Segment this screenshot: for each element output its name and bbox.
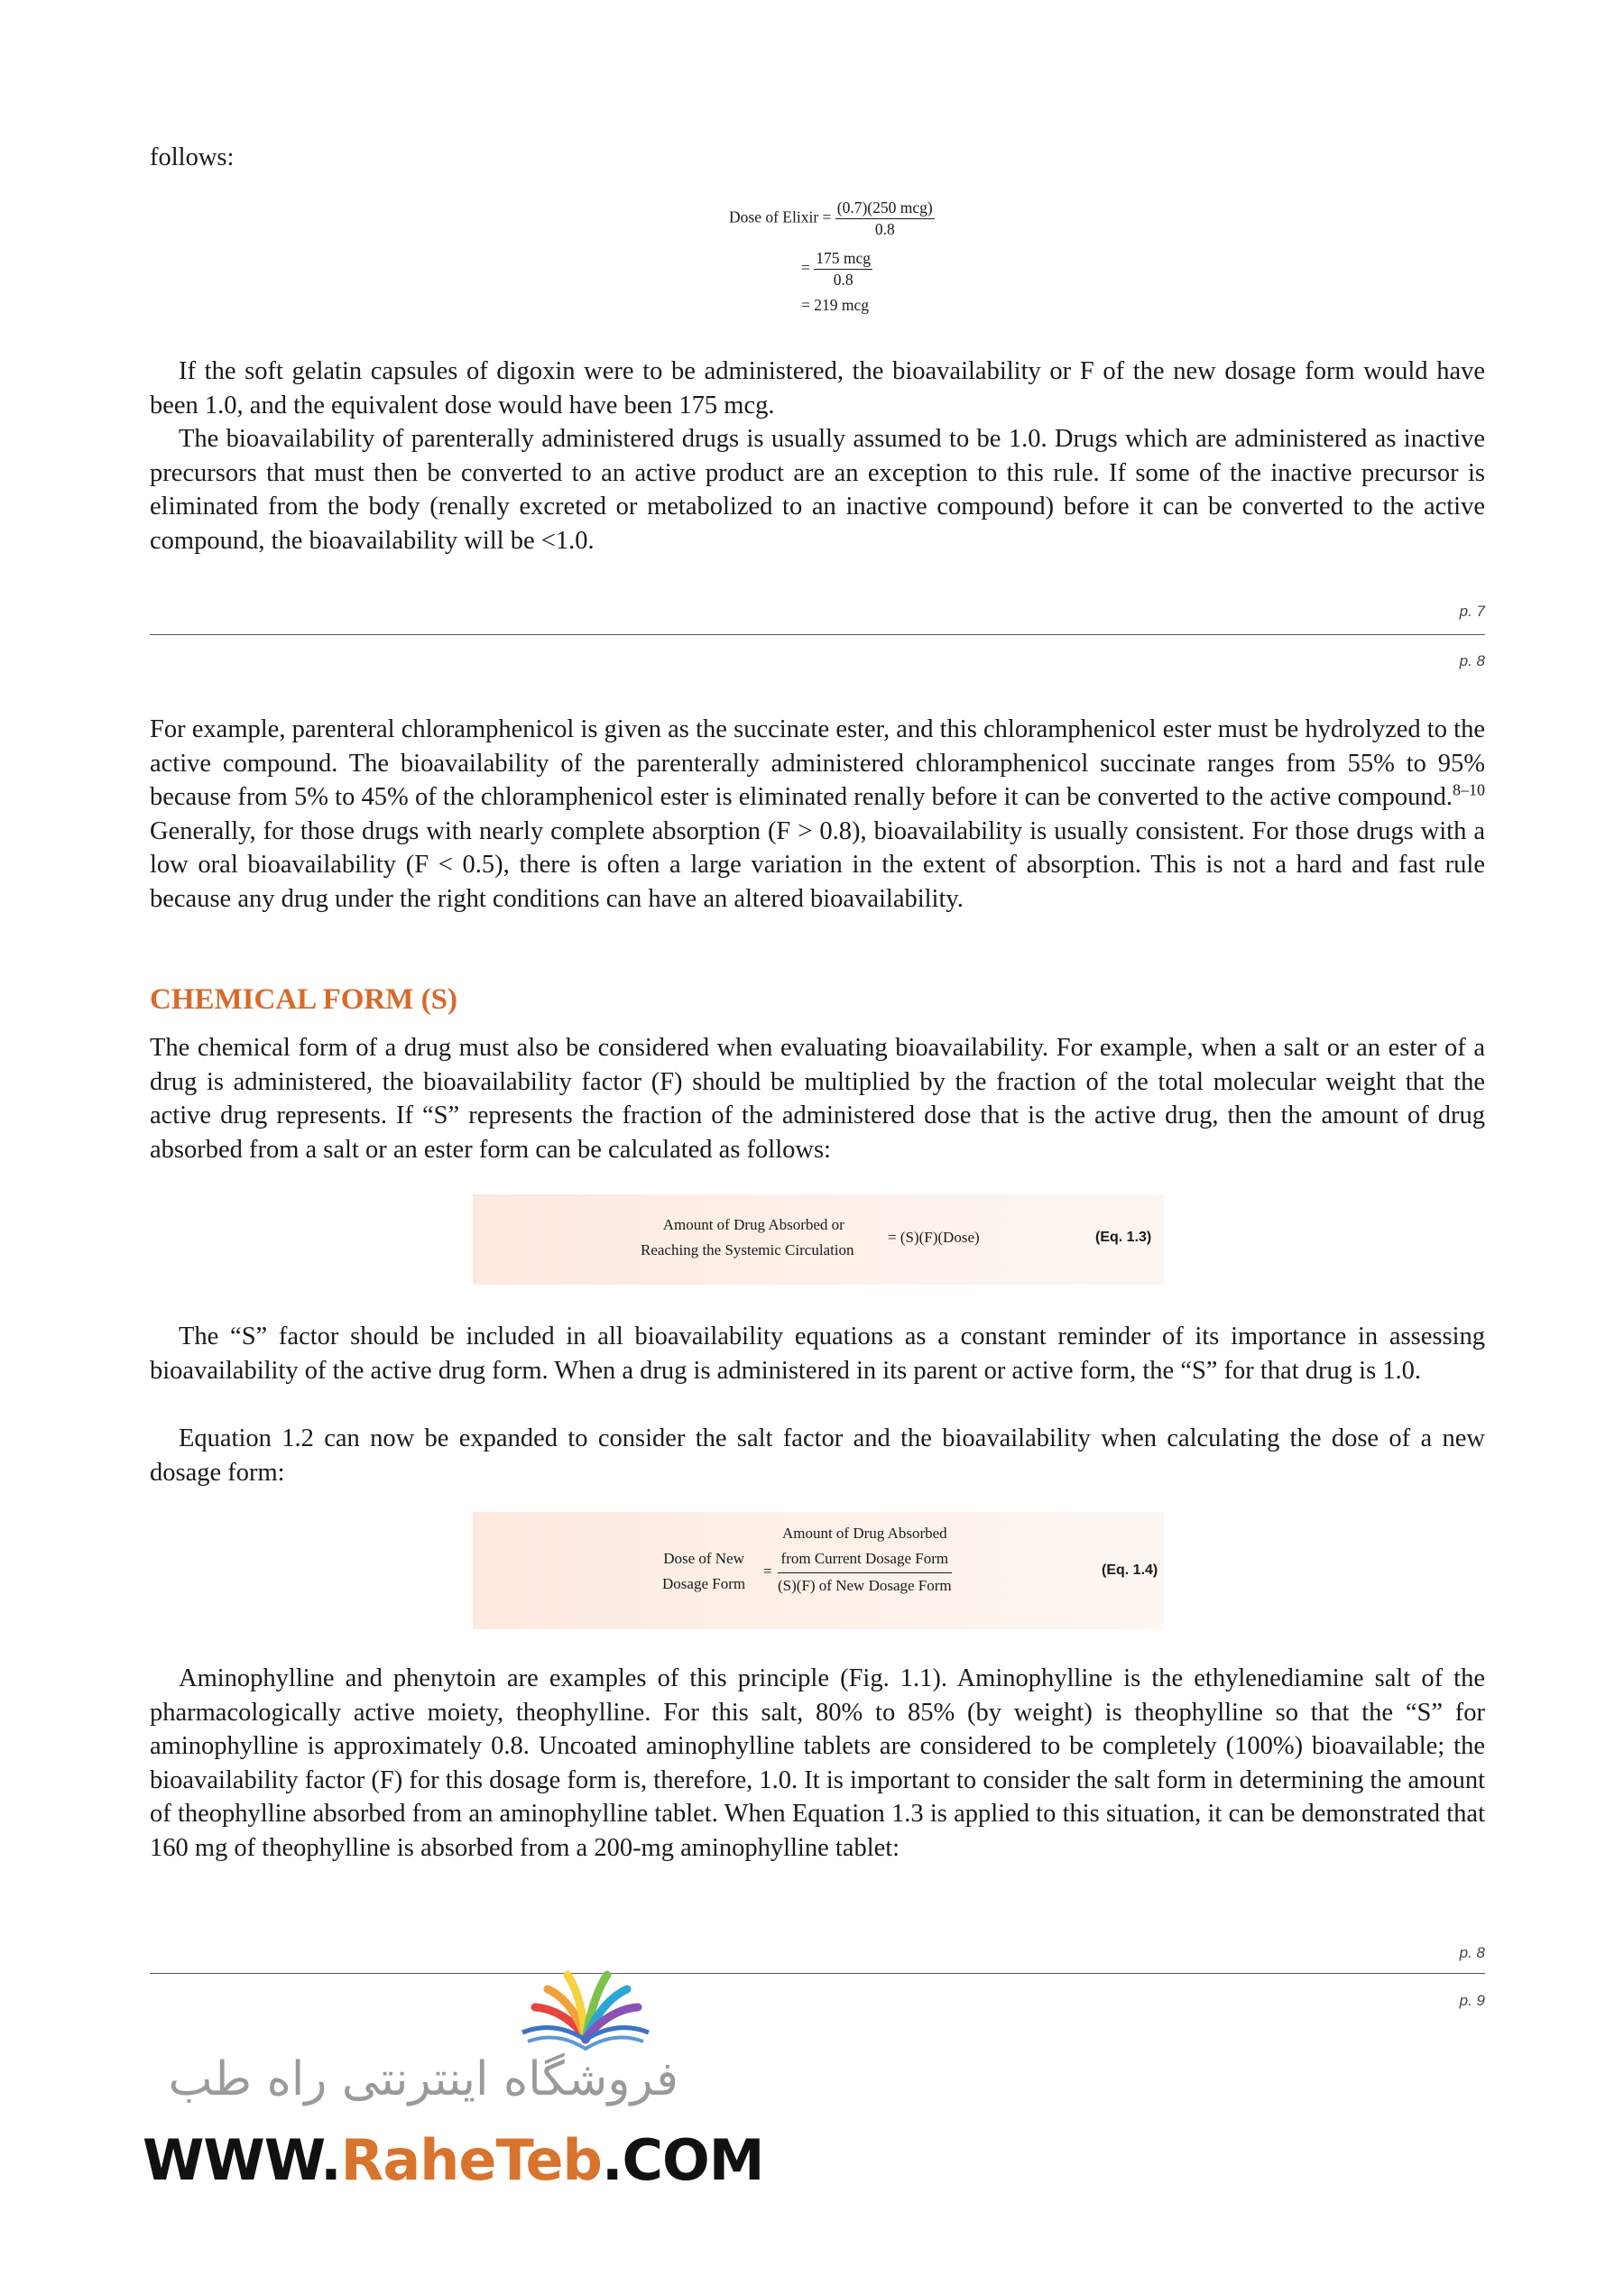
eq14-label: (Eq. 1.4) xyxy=(1102,1562,1158,1578)
paragraph-aminophylline: Aminophylline and phenytoin are examples of this principle (Fig. 1.1). Aminophylline is the ethylenediamine salt of the pharmacologically active moiety, theophylline. For this salt, 80% to 85% (by weight) is theophylline so that the “S” for aminophylline is approximately 0.8. Uncoated aminophylline tablets are considered to be completely (100%) bioavailable; the bioavailability factor (F) for this dosage form is, therefore, 1.0. It is important to consider the salt form in determining the amount of theophylline absorbed from an aminophylline tablet. When Equation 1.3 is applied to this situation, it can be demonstrated that 160 mg of theophylline is absorbed from a 200-mg aminophylline tablet: xyxy=(150,1664,1485,1862)
watermark-url: WWW.RaheTeb.COM xyxy=(143,2127,764,2193)
eq14-lhs-line1: Dose of New xyxy=(663,1550,744,1567)
eq14-denominator: (S)(F) of New Dosage Form xyxy=(778,1577,952,1594)
watermark-persian-text: فروشگاه اینترنتی راه طب xyxy=(168,2052,678,2106)
paragraph-equation-expansion: Equation 1.2 can now be expanded to consider the salt factor and the bioavailability when calculating the dose of a new dosage form: xyxy=(150,1424,1485,1487)
paragraph-parenteral-bioavailability: The bioavailability of parenterally administered drugs is usually assumed to be 1.0. Drugs which are administered as inactive precursors that must then be converted to an active product are an exception to this rule. If some of the inactive precursor is eliminated from the body (renally excreted or metabolized to an inactive compound) before it can be converted to the active compound, the bioavailability will be <1.0. xyxy=(150,425,1485,555)
page-marker-8: p. 8 xyxy=(1459,652,1485,669)
elixir-result: = 219 mcg xyxy=(801,296,869,314)
eq14-numerator-line1: Amount of Drug Absorbed xyxy=(781,1525,947,1542)
eq14-equals: = xyxy=(763,1562,772,1580)
elixir-fraction-1 xyxy=(835,198,935,239)
paragraph-chloramphenicol: For example, parenteral chloramphenicol is given as the succinate ester, and this chloramphenicol ester must be hydrolyzed to the active compound. The bioavailability of the parenterally administered chloramphenicol succinate ranges from 55% to 95% because from 5% to 45% of the chloramphenicol ester is eliminated renally before it can be converted to the active compound.$^{8-10}$ Generally, for those drugs with nearly complete absorption (F > 0.8), bioavailability is usually consistent. For those drugs with a low oral bioavailability (F < 0.5), there is often a large variation in the extent of absorption. This is not a hard and fast rule because any drug under the right conditions can have an altered bioavailability. xyxy=(150,715,1485,913)
equation-box-1-3 xyxy=(473,1194,1164,1285)
section-heading-chemical-form: CHEMICAL FORM (S) xyxy=(150,983,457,1016)
intro-line: follows: xyxy=(150,143,235,171)
page-marker-7: p. 7 xyxy=(1459,603,1485,620)
paragraph-s-factor: The “S” factor should be included in all bioavailability equations as a constant reminder of its importance in assessing bioavailability of the active drug form. When a drug is administered in its parent or active form, the “S” for that drug is 1.0. xyxy=(150,1323,1485,1385)
page-divider xyxy=(150,634,1485,635)
equation-box-1-4 xyxy=(473,1512,1164,1629)
page-marker-8-bottom: p. 8 xyxy=(1459,1944,1485,1961)
elixir-f2-denominator: 0.8 xyxy=(833,271,854,289)
page-marker-9: p. 9 xyxy=(1459,1992,1485,2009)
elixir-f1-numerator: (0.7)(250 mcg) xyxy=(835,198,935,219)
paragraph-soft-gelatin: If the soft gelatin capsules of digoxin were to be administered, the bioavailability or F of the new dosage form would have been 1.0, and the equivalent dose would have been 175 mcg. xyxy=(150,357,1485,419)
eq13-line1: Amount of Drug Absorbed or xyxy=(662,1216,844,1233)
eq14-lhs-line2: Dosage Form xyxy=(662,1575,746,1592)
eq14-numerator-line2: from Current Dosage Form xyxy=(778,1546,952,1573)
citation-superscript: 8–10 xyxy=(1453,780,1485,799)
elixir-fraction-2 xyxy=(814,249,872,290)
eq13-label: (Eq. 1.3) xyxy=(1095,1230,1152,1245)
eq13-line2: Reaching the Systemic Circulation xyxy=(641,1241,854,1258)
page-divider-bottom xyxy=(150,1973,1485,1974)
elixir-lhs: Dose of Elixir = xyxy=(729,207,832,226)
eq13-rhs: = (S)(F)(Dose) xyxy=(888,1229,980,1246)
book-logo-icon xyxy=(495,1962,676,2052)
elixir-f2-numerator: 175 mcg xyxy=(814,249,872,270)
paragraph-chemical-form: The chemical form of a drug must also be considered when evaluating bioavailability. For example, when a salt or an ester of a drug is administered, the bioavailability factor (F) should be multiplied by the fraction of the total molecular weight that the active drug represents. If “S” represents the fraction of the administered dose that is the active drug, then the amount of drug absorbed from a salt or an ester form can be calculated as follows: xyxy=(150,1034,1485,1164)
elixir-equals-2: = xyxy=(801,258,810,277)
elixir-f1-denominator: 0.8 xyxy=(874,220,895,238)
